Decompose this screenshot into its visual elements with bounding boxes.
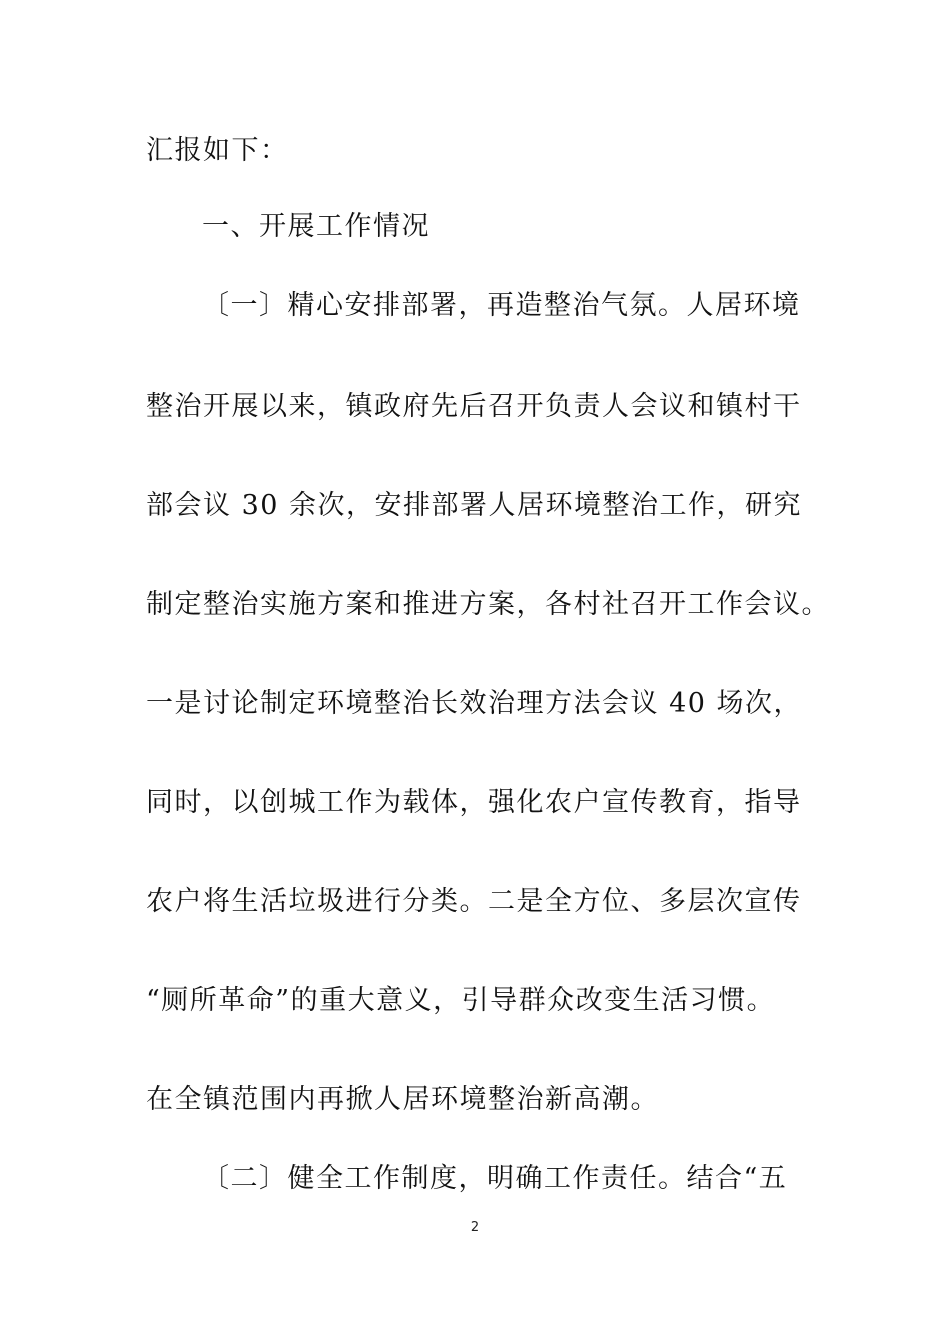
text-line-1: 汇报如下： [146, 135, 289, 166]
text-line-3: 〔一〕精心安排部署，再造整治气氛。人居环境 [202, 290, 801, 321]
section-heading: 一、开展工作情况 [202, 211, 430, 242]
text-line-9: 农户将生活垃圾进行分类。二是全方位、多层次宣传 [146, 886, 802, 917]
text-line-6: 制定整治实施方案和推进方案，各村社召开工作会议。 [146, 589, 830, 620]
text-line-11: 在全镇范围内再掀人居环境整治新高潮。 [146, 1084, 659, 1115]
text-line-7: 一是讨论制定环境整治长效治理方法会议 40 场次， [146, 688, 803, 719]
text-line-8: 同时，以创城工作为载体，强化农户宣传教育，指导 [146, 787, 802, 818]
text-line-10: “厕所革命”的重大意义，引导群众改变生活习惯。 [146, 985, 776, 1016]
text-line-4: 整治开展以来，镇政府先后召开负责人会议和镇村干 [146, 391, 802, 422]
page-number: 2 [470, 1220, 480, 1235]
text-line-12: 〔二〕健全工作制度，明确工作责任。结合“五 [202, 1163, 788, 1194]
text-line-5: 部会议 30 余次，安排部署人居环境整治工作，研究 [146, 490, 803, 521]
